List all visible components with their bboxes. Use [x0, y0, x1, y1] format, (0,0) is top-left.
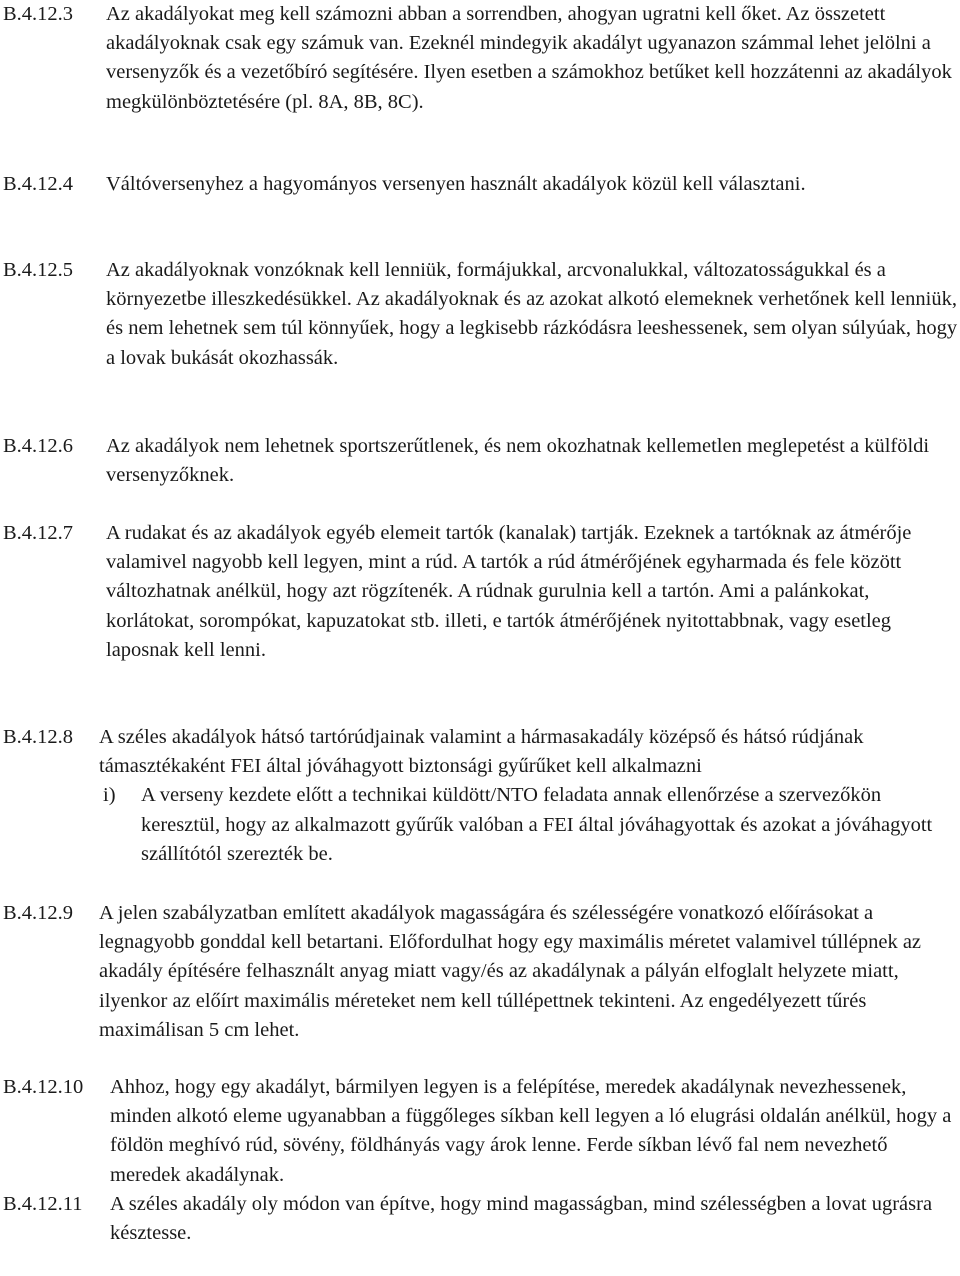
- sub-item-i: [99, 781, 958, 869]
- paragraph-number: B.4.12.6: [3, 435, 74, 457]
- paragraph-text: Az akadályok nem lehetnek sportszerűtlenek, és nem okozhatnak kellemetlen meglepetést a külföldi versenyzőknek.: [106, 435, 930, 487]
- paragraph-number: B.4.12.7: [3, 522, 74, 544]
- paragraph-number: B.4.12.5: [3, 259, 74, 281]
- paragraph-number: B.4.12.3: [3, 3, 74, 25]
- paragraph-b-4-12-5: [3, 256, 958, 373]
- paragraph-number: B.4.12.8: [3, 726, 74, 748]
- paragraph-text: Váltóversenyhez a hagyományos versenyen használt akadályok közül kell választani.: [106, 173, 806, 195]
- paragraph-b-4-12-10: [3, 1073, 958, 1190]
- sub-item-number: i): [103, 784, 116, 807]
- paragraph-b-4-12-11: [3, 1190, 958, 1248]
- paragraph-text: A jelen szabályzatban említett akadályok magasságára és szélességére vonatkozó előírásokat a legnagyobb gonddal kell betartani. Előfordulhat hogy egy maximális méretet valamivel túllépnek az akadály építésére felhasznált anyag miatt vagy/és az akadálynak a pályán elfoglalt helyzete miatt, ilyenkor az előírt maximális méreteket nem kell túllépettnek tekinteni. Az engedélyezett tűrés maximálisan 5 cm lehet.: [99, 902, 922, 1041]
- paragraph-text: Ahhoz, hogy egy akadályt, bármilyen legyen is a felépítése, meredek akadálynak nevezhessenek, minden alkotó eleme ugyanabban a függőleges síkban kell legyen a ló elugrási oldalán anélkül, hogy a földön meghívó rúd, sövény, földhányás vagy árok lenne. Ferde síkban lévő fal nem nevezhető meredek akadálynak.: [110, 1076, 952, 1186]
- paragraph-number: B.4.12.4: [3, 173, 74, 195]
- paragraph-text: A széles akadály oly módon van építve, hogy mind magasságban, mind szélességben a lovat ugrásra késztesse.: [110, 1193, 933, 1245]
- paragraph-b-4-12-4: [3, 170, 958, 199]
- paragraph-b-4-12-8: [3, 723, 958, 869]
- paragraph-b-4-12-7: [3, 519, 958, 665]
- sub-item-text: A verseny kezdete előtt a technikai küldött/NTO feladata annak ellenőrzése a szervezőkön keresztül, hogy az alkalmazott gyűrűk valóban a FEI által jóváhagyottak és azokat a jóváhagyott szállítótól szerezték be.: [141, 784, 933, 865]
- paragraph-number: B.4.12.9: [3, 902, 74, 924]
- paragraph-b-4-12-3: [3, 0, 958, 117]
- paragraph-number: B.4.12.11: [3, 1193, 83, 1215]
- paragraph-text: Az akadályoknak vonzóknak kell lenniük, formájukkal, arcvonalukkal, változatosságukkal és a környezetbe illeszkedésükkel. Az akadályoknak és az azokat alkotó elemeknek verhetőnek kell lenniük, és nem lehetnek sem túl könnyűek, hogy a legkisebb rázkódásra leeshessenek, sem olyan súlyúak, hogy a lovak bukását okozhassák.: [106, 259, 958, 369]
- paragraph-text: A rudakat és az akadályok egyéb elemeit tartók (kanalak) tartják. Ezeknek a tartóknak az átmérője valamivel nagyobb kell legyen, mint a rúd. A tartók a rúd átmérőjének egyharmada és fele között változhatnak anélkül, hogy azt rögzítenék. A rúdnak gurulnia kell a tartón. Ami a palánkokat, korlátokat, sorompókat, kapuzatokat stb. illeti, e tartók átmérőjének nyitottabbnak, vagy esetleg laposnak kell lenni.: [106, 522, 912, 661]
- paragraph-b-4-12-9: [3, 899, 958, 1045]
- paragraph-number: B.4.12.10: [3, 1076, 84, 1098]
- paragraph-text: Az akadályokat meg kell számozni abban a sorrendben, ahogyan ugratni kell őket. Az összetett akadályoknak csak egy számuk van. Ezeknél mindegyik akadályt ugyanazon számmal lehet jelölni a versenyzők és a vezetőbíró segítésére. Ilyen esetben a számokhoz betűket kell hozzátenni az akadályok megkülönböztetésére (pl. 8A, 8B, 8C).: [106, 3, 952, 113]
- paragraph-text: A széles akadályok hátsó tartórúdjainak valamint a hármasakadály középső és hátsó rúdjának támasztékaként FEI által jóváhagyott biztonsági gyűrűket kell alkalmazni: [99, 726, 864, 778]
- paragraph-b-4-12-6: [3, 432, 958, 490]
